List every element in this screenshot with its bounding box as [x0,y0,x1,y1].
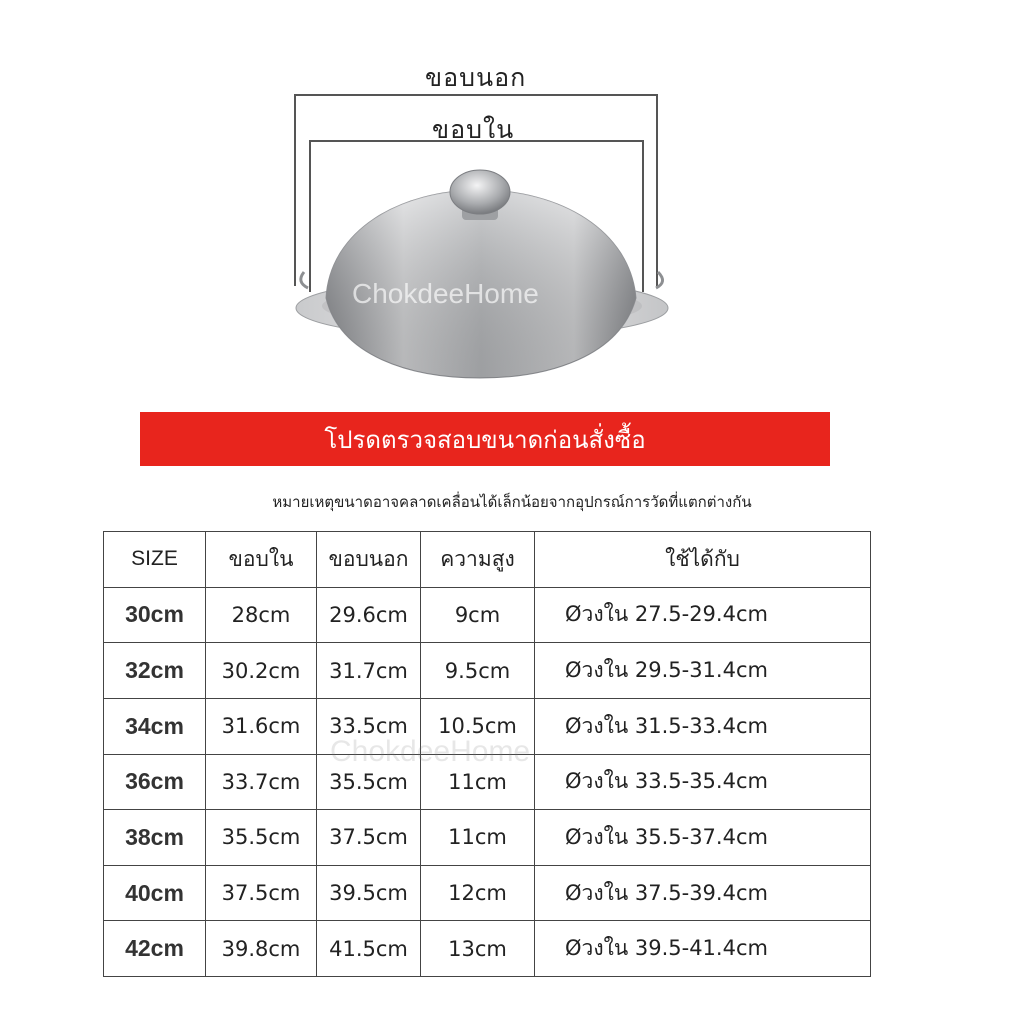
table-row [104,643,871,699]
table-header-row [104,532,871,588]
table-row [104,865,871,921]
outer-rim-cell: 37.5cm [317,810,421,866]
outer-rim-cell: 33.5cm [317,698,421,754]
inner-rim-cell: 37.5cm [206,865,317,921]
fits-cell: Øวงใน 39.5-41.4cm [535,921,871,977]
height-cell: 11cm [421,754,535,810]
inner-rim-cell: 39.8cm [206,921,317,977]
height-cell: 11cm [421,810,535,866]
header-fits: ใช้ได้กับ [535,532,871,588]
header-outer-rim: ขอบนอก [317,532,421,588]
size-cell: 32cm [104,643,206,699]
outer-rim-cell: 41.5cm [317,921,421,977]
table-row [104,810,871,866]
inner-rim-label: ขอบใน [432,115,515,144]
height-cell: 10.5cm [421,698,535,754]
inner-rim-cell: 30.2cm [206,643,317,699]
check-size-banner: โปรดตรวจสอบขนาดก่อนสั่งซื้อ [140,412,830,466]
fits-cell: Øวงใน 37.5-39.4cm [535,865,871,921]
outer-rim-cell: 31.7cm [317,643,421,699]
pot-lid-image [290,160,670,390]
size-cell: 34cm [104,698,206,754]
inner-rim-cell: 28cm [206,587,317,643]
size-cell: 30cm [104,587,206,643]
inner-rim-cell: 35.5cm [206,810,317,866]
height-cell: 12cm [421,865,535,921]
fits-cell: Øวงใน 35.5-37.4cm [535,810,871,866]
watermark: ChokdeeHome [352,278,539,309]
header-inner-rim: ขอบใน [206,532,317,588]
size-cell: 40cm [104,865,206,921]
table-row [104,587,871,643]
outer-rim-cell: 39.5cm [317,865,421,921]
fits-cell: Øวงใน 33.5-35.4cm [535,754,871,810]
measurement-note: หมายเหตุขนาดอาจคลาดเคลื่อนได้เล็กน้อยจากอุปกรณ์การวัดที่แตกต่างกัน [272,493,752,511]
header-size: SIZE [104,532,206,588]
header-height: ความสูง [421,532,535,588]
fits-cell: Øวงใน 31.5-33.4cm [535,698,871,754]
table-row [104,921,871,977]
inner-rim-cell: 33.7cm [206,754,317,810]
height-cell: 13cm [421,921,535,977]
fits-cell: Øวงใน 29.5-31.4cm [535,643,871,699]
size-cell: 36cm [104,754,206,810]
height-cell: 9.5cm [421,643,535,699]
size-cell: 42cm [104,921,206,977]
outer-rim-label: ขอบนอก [425,63,527,92]
size-cell: 38cm [104,810,206,866]
height-cell: 9cm [421,587,535,643]
fits-cell: Øวงใน 27.5-29.4cm [535,587,871,643]
watermark: ChokdeeHome [330,735,531,768]
outer-rim-cell: 29.6cm [317,587,421,643]
inner-rim-cell: 31.6cm [206,698,317,754]
outer-rim-cell: 35.5cm [317,754,421,810]
